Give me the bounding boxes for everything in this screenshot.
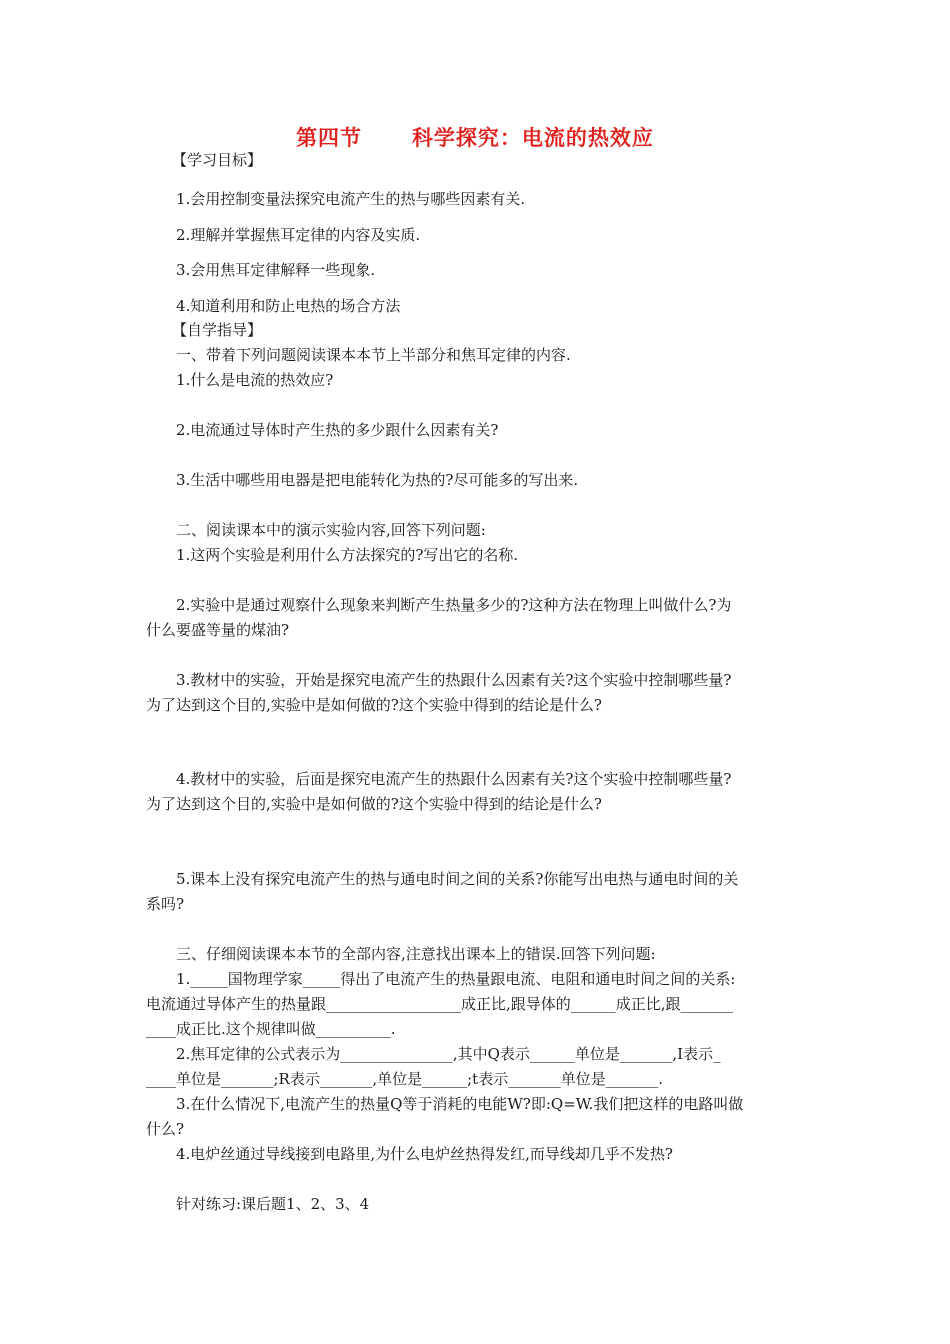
question-cont: 电流通过导体产生的热量跟__________________成正比,跟导体的______成正比,跟_______ — [146, 995, 734, 1013]
question: 5.课本上没有探究电流产生的热与通电时间之间的关系?你能写出电热与通电时间的关 — [176, 870, 739, 888]
question-cont: 什么? — [146, 1120, 185, 1138]
question: 1._____国物理学家_____得出了电流产生的热量跟电流、电阻和通电时间之间的关系: — [176, 970, 736, 988]
question: 3.教材中的实验，开始是探究电流产生的热跟什么因素有关?这个实验中控制哪些量? — [176, 671, 732, 689]
goal-item: 2.理解并掌握焦耳定律的内容及实质. — [176, 226, 421, 244]
question-cont: 什么要盛等量的煤油? — [146, 621, 290, 639]
question: 2.焦耳定律的公式表示为_______________,其中Q表示______单位是_______,I表示_ — [176, 1045, 721, 1063]
question-cont: ____成正比.这个规律叫做__________. — [146, 1020, 396, 1038]
question: 2.实验中是通过观察什么现象来判断产生热量多少的?这种方法在物理上叫做什么?为 — [176, 596, 732, 614]
goal-item: 1.会用控制变量法探究电流产生的热与哪些因素有关. — [176, 190, 526, 208]
question: 3.在什么情况下,电流产生的热量Q等于消耗的电能W?即:Q=W.我们把这样的电路叫做 — [176, 1095, 744, 1113]
goal-item: 4.知道利用和防止电热的场合方法 — [176, 297, 401, 315]
question: 2.电流通过导体时产生热的多少跟什么因素有关? — [176, 421, 499, 439]
question-cont: 为了达到这个目的,实验中是如何做的?这个实验中得到的结论是什么? — [146, 696, 602, 714]
question: 1.什么是电流的热效应? — [176, 371, 334, 389]
question-cont: 为了达到这个目的,实验中是如何做的?这个实验中得到的结论是什么? — [146, 795, 602, 813]
part2-intro: 二、阅读课本中的演示实验内容,回答下列问题: — [176, 521, 486, 539]
question-cont: ____单位是_______;R表示_______,单位是______;t表示_______单位是_______. — [146, 1070, 663, 1088]
question: 4.教材中的实验，后面是探究电流产生的热跟什么因素有关?这个实验中控制哪些量? — [176, 770, 732, 788]
guide-heading: 【自学指导】 — [172, 321, 263, 339]
question: 1.这两个实验是利用什么方法探究的?写出它的名称. — [176, 546, 519, 564]
part1-intro: 一、带着下列问题阅读课本本节上半部分和焦耳定律的内容. — [176, 346, 571, 364]
question-cont: 系吗? — [146, 895, 185, 913]
goal-item: 3.会用焦耳定律解释一些现象. — [176, 261, 376, 279]
practice-note: 针对练习:课后题1、2、3、4 — [176, 1195, 370, 1213]
part3-intro: 三、仔细阅读课本本节的全部内容,注意找出课本上的错误.回答下列问题: — [176, 945, 656, 963]
question: 3.生活中哪些用电器是把电能转化为热的?尽可能多的写出来. — [176, 471, 579, 489]
question: 4.电炉丝通过导线接到电路里,为什么电炉丝热得发红,而导线却几乎不发热? — [176, 1145, 673, 1163]
page-title: 第四节 科学探究：电流的热效应 — [296, 126, 654, 150]
goals-heading: 【学习目标】 — [172, 151, 263, 169]
